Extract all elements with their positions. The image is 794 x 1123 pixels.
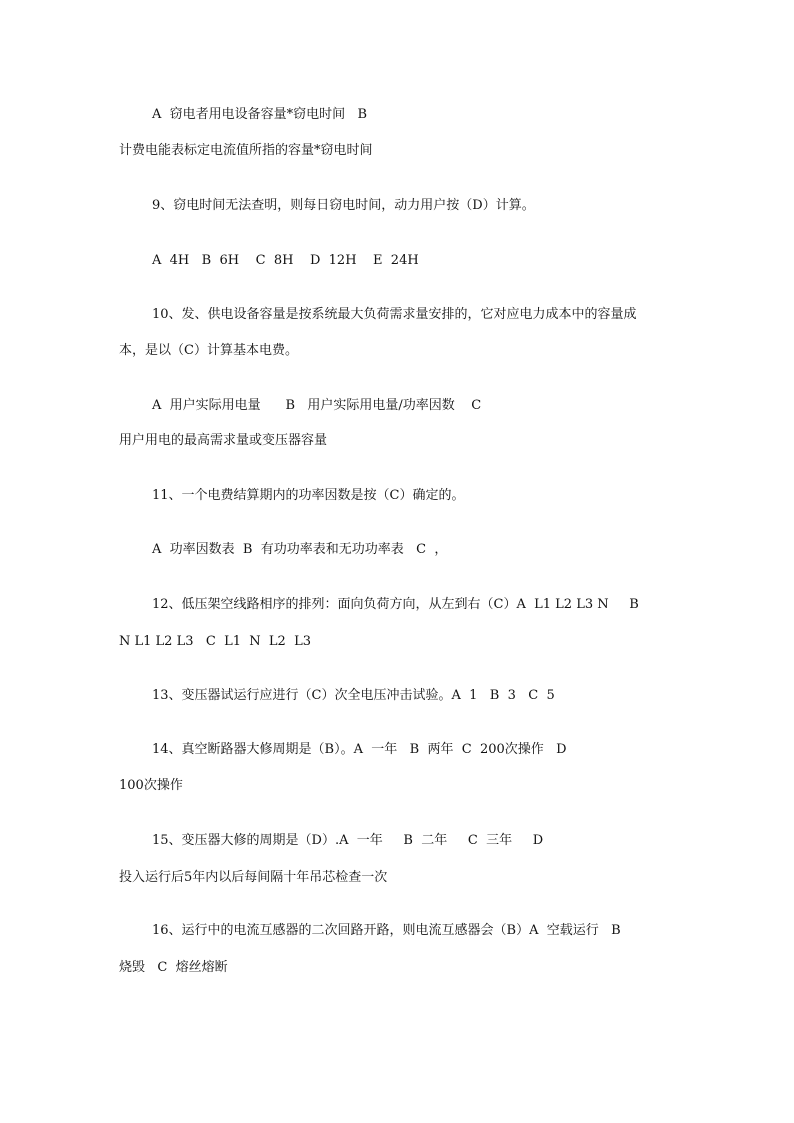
text-line: 12、低压架空线路相序的排列：面向负荷方向，从左到右（C）A L1 L2 L3 N B xyxy=(152,597,639,612)
text-line: 14、真空断路器大修周期是（B）。A 一年 B 两年 C 200次操作 D xyxy=(152,742,567,757)
text-line: 9、窃电时间无法查明，则每日窃电时间，动力用户按（D）计算。 xyxy=(152,198,535,213)
text-line: 烧毁 C 熔丝熔断 xyxy=(119,960,228,975)
text-line: A 功率因数表 B 有功功率表和无功功率表 C ， xyxy=(152,542,448,557)
text-line: 本，是以（C）计算基本电费。 xyxy=(119,343,298,358)
text-line: N L1 L2 L3 C L1 N L2 L3 xyxy=(119,634,311,649)
text-line: 11、一个电费结算期内的功率因数是按（C）确定的。 xyxy=(152,488,465,503)
text-line: 16、运行中的电流互感器的二次回路开路，则电流互感器会（B）A 空载运行 B xyxy=(152,923,621,938)
text-line: 13、变压器试运行应进行（C）次全电压冲击试验。A 1 B 3 C 5 xyxy=(152,688,555,703)
text-line: 计费电能表标定电流值所指的容量*窃电时间 xyxy=(119,143,373,158)
text-line: A 4H B 6H C 8H D 12H E 24H xyxy=(152,253,419,268)
text-line: 投入运行后5年内以后每间隔十年吊芯检查一次 xyxy=(119,870,388,885)
text-line: 用户用电的最高需求量或变压器容量 xyxy=(119,433,328,448)
text-line: 100次操作 xyxy=(119,778,183,793)
text-line: 10、发、供电设备容量是按系统最大负荷需求量安排的，它对应电力成本中的容量成 xyxy=(152,307,637,322)
text-line: 15、变压器大修的周期是（D）.A 一年 B 二年 C 三年 D xyxy=(152,833,544,848)
text-line: A 窃电者用电设备容量*窃电时间 B xyxy=(152,107,368,122)
text-line: A 用户实际用电量 B 用户实际用电量/功率因数 C xyxy=(152,398,482,413)
